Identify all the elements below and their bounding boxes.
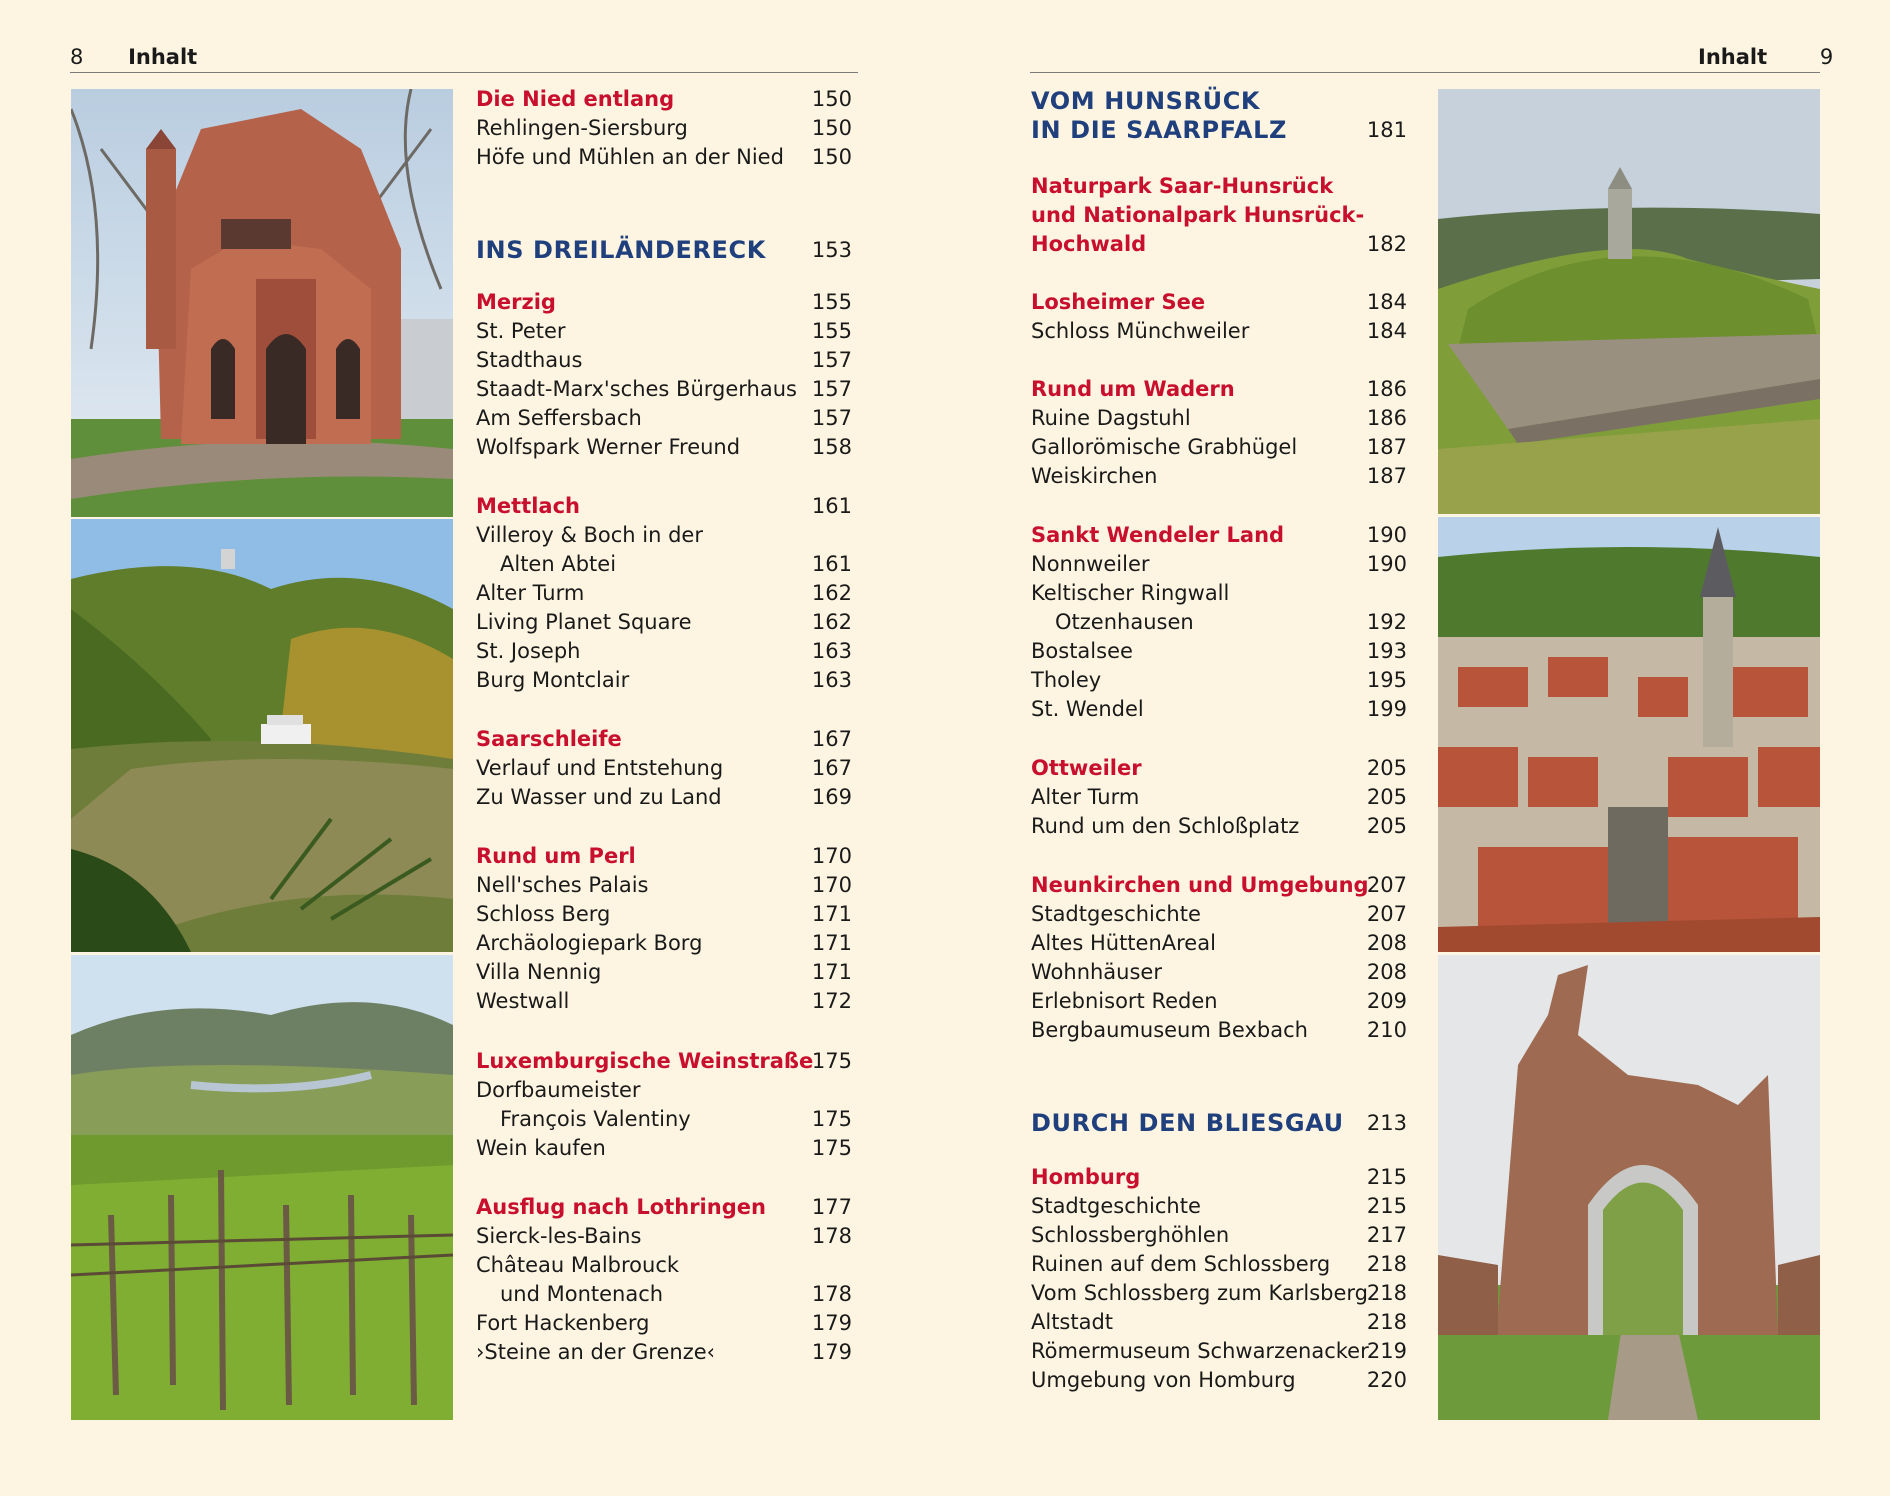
toc-entry[interactable] xyxy=(476,608,852,637)
ruined-abbey-photo xyxy=(1438,955,1820,1420)
toc-entry[interactable] xyxy=(476,987,852,1016)
toc-entry[interactable] xyxy=(476,842,852,871)
toc-entry-title: Westwall xyxy=(476,989,570,1013)
toc-entry[interactable] xyxy=(1031,783,1407,812)
toc-entry[interactable] xyxy=(476,871,852,900)
toc-entry-page: 169 xyxy=(811,785,852,809)
toc-entry-page: 220 xyxy=(1366,1368,1407,1392)
toc-entry[interactable] xyxy=(1031,288,1407,317)
toc-entry-page: 150 xyxy=(811,145,852,169)
toc-entry-title: Villeroy & Boch in der xyxy=(476,523,703,547)
toc-entry[interactable] xyxy=(476,1309,852,1338)
toc-entry-page: 205 xyxy=(1366,814,1407,838)
burial-mound-photo xyxy=(1438,89,1820,514)
toc-entry-page: 205 xyxy=(1366,756,1407,780)
vineyard-valley-photo xyxy=(71,955,453,1420)
toc-entry-page: 155 xyxy=(811,290,852,314)
toc-entry-title: Saarschleife xyxy=(476,727,622,751)
right-page-header xyxy=(1698,44,1833,70)
toc-entry-page: 218 xyxy=(1366,1310,1407,1334)
toc-entry-title: Altstadt xyxy=(1031,1310,1114,1334)
toc-entry-title: und Nationalpark Hunsrück- xyxy=(1031,203,1365,227)
toc-entry[interactable] xyxy=(1031,550,1407,579)
toc-entry[interactable] xyxy=(1031,958,1407,987)
toc-entry-title: Wolfspark Werner Freund xyxy=(476,435,741,459)
toc-entry-title: Schlossberghöhlen xyxy=(1031,1223,1230,1247)
toc-entry-title: Ausflug nach Lothringen xyxy=(476,1195,766,1219)
toc-entry[interactable] xyxy=(476,637,852,666)
toc-entry[interactable] xyxy=(1031,754,1407,783)
toc-entry[interactable] xyxy=(476,143,852,172)
toc-entry-page: 192 xyxy=(1366,610,1407,634)
toc-entry-page: 219 xyxy=(1366,1339,1407,1363)
toc-entry-page: 184 xyxy=(1366,290,1407,314)
toc-entry[interactable] xyxy=(1031,462,1407,491)
toc-entry-page: 218 xyxy=(1366,1252,1407,1276)
toc-entry-title: Rund um Wadern xyxy=(1031,377,1235,401)
toc-entry[interactable] xyxy=(1031,521,1407,550)
toc-entry-page: 171 xyxy=(811,931,852,955)
toc-entry[interactable] xyxy=(1031,637,1407,666)
toc-entry-page: 178 xyxy=(811,1282,852,1306)
toc-entry[interactable] xyxy=(1031,404,1407,433)
toc-entry-title: Am Seffersbach xyxy=(476,406,642,430)
toc-entry-page: 167 xyxy=(811,727,852,751)
toc-entry-title: François Valentiny xyxy=(500,1107,691,1131)
toc-entry-page: 171 xyxy=(811,960,852,984)
toc-chapter-page: 213 xyxy=(1366,1111,1407,1135)
toc-chapter-title: VOM HUNSRÜCK xyxy=(1031,87,1261,115)
right-header-label: Inhalt xyxy=(1698,45,1768,69)
toc-entry-title: Otzenhausen xyxy=(1055,610,1194,634)
toc-entry-page: 209 xyxy=(1366,989,1407,1013)
toc-entry[interactable] xyxy=(1031,1221,1407,1250)
toc-entry[interactable] xyxy=(1031,1250,1407,1279)
toc-entry[interactable] xyxy=(476,1193,852,1222)
toc-entry-page: 199 xyxy=(1366,697,1407,721)
toc-entry-page: 187 xyxy=(1366,435,1407,459)
left-header-label: Inhalt xyxy=(128,45,198,69)
toc-entry-title: Homburg xyxy=(1031,1165,1141,1189)
toc-entry[interactable] xyxy=(1031,900,1407,929)
toc-chapter-title: IN DIE SAARPFALZ xyxy=(1031,116,1287,144)
toc-entry[interactable] xyxy=(1031,1308,1407,1337)
toc-entry-title: St. Joseph xyxy=(476,639,581,663)
toc-chapter-page: 153 xyxy=(811,238,852,262)
toc-entry[interactable] xyxy=(476,1105,852,1134)
toc-entry-page: 163 xyxy=(811,639,852,663)
toc-entry-page: 170 xyxy=(811,873,852,897)
toc-entry-page: 179 xyxy=(811,1340,852,1364)
toc-entry-page: 178 xyxy=(811,1224,852,1248)
toc-entry-page: 167 xyxy=(811,756,852,780)
toc-entry-title: Alter Turm xyxy=(1031,785,1140,809)
toc-entry-page: 195 xyxy=(1366,668,1407,692)
toc-entry[interactable] xyxy=(1031,1337,1407,1366)
toc-entry-title: St. Peter xyxy=(476,319,566,343)
toc-entry-title: Keltischer Ringwall xyxy=(1031,581,1230,605)
toc-entry-page: 163 xyxy=(811,668,852,692)
toc-entry[interactable] xyxy=(476,725,852,754)
toc-entry[interactable] xyxy=(1031,230,1407,259)
toc-entry-page: 175 xyxy=(811,1107,852,1131)
toc-chapter[interactable] xyxy=(1031,116,1407,145)
toc-entry-title: Ruine Dagstuhl xyxy=(1031,406,1191,430)
toc-entry-title: Verlauf und Entstehung xyxy=(476,756,724,780)
toc-entry-title: Bergbaumuseum Bexbach xyxy=(1031,1018,1308,1042)
toc-entry[interactable] xyxy=(1031,1366,1407,1395)
toc-entry[interactable] xyxy=(476,1338,852,1367)
toc-entry-title: Schloss Berg xyxy=(476,902,611,926)
toc-entry[interactable] xyxy=(476,900,852,929)
toc-entry-title: Sierck-les-Bains xyxy=(476,1224,642,1248)
toc-entry-page: 161 xyxy=(811,494,852,518)
toc-entry[interactable] xyxy=(1031,201,1407,230)
toc-entry[interactable] xyxy=(1031,433,1407,462)
toc-entry[interactable] xyxy=(1031,929,1407,958)
toc-entry-page: 150 xyxy=(811,87,852,111)
toc-entry[interactable] xyxy=(1031,375,1407,404)
toc-entry-page: 208 xyxy=(1366,960,1407,984)
toc-entry-page: 184 xyxy=(1366,319,1407,343)
toc-entry-title: Rund um Perl xyxy=(476,844,636,868)
toc-entry-page: 186 xyxy=(1366,377,1407,401)
toc-entry-title: Château Malbrouck xyxy=(476,1253,680,1277)
toc-entry-title: Mettlach xyxy=(476,494,580,518)
toc-entry-page: 157 xyxy=(811,377,852,401)
left-header-rule xyxy=(70,72,858,73)
toc-entry-title: Burg Montclair xyxy=(476,668,630,692)
toc-entry[interactable] xyxy=(476,1047,852,1076)
toc-chapter-title: DURCH DEN BLIESGAU xyxy=(1031,1109,1344,1137)
toc-entry-title: Hochwald xyxy=(1031,232,1147,256)
toc-entry[interactable] xyxy=(476,1134,852,1163)
toc-entry-page: 182 xyxy=(1366,232,1407,256)
toc-entry[interactable] xyxy=(1031,666,1407,695)
toc-entry-title: Merzig xyxy=(476,290,556,314)
toc-entry-title: Schloss Münchweiler xyxy=(1031,319,1250,343)
toc-entry[interactable] xyxy=(476,958,852,987)
toc-entry-title: Wohnhäuser xyxy=(1031,960,1162,984)
toc-entry[interactable] xyxy=(476,317,852,346)
toc-entry-page: 175 xyxy=(811,1136,852,1160)
toc-entry-title: Nonnweiler xyxy=(1031,552,1150,576)
toc-entry-page: 157 xyxy=(811,348,852,372)
left-page-header xyxy=(70,44,197,70)
toc-entry-title: Luxemburgische Weinstraße xyxy=(476,1049,814,1073)
toc-entry-page: 187 xyxy=(1366,464,1407,488)
toc-entry-title: Römermuseum Schwarzenacker xyxy=(1031,1339,1369,1363)
toc-entry-page: 162 xyxy=(811,610,852,634)
toc-entry[interactable] xyxy=(1031,987,1407,1016)
toc-entry-page: 172 xyxy=(811,989,852,1013)
toc-entry[interactable] xyxy=(476,666,852,695)
toc-entry-title: Losheimer See xyxy=(1031,290,1206,314)
toc-entry-title: Staadt-Marx'sches Bürgerhaus xyxy=(476,377,797,401)
toc-entry[interactable] xyxy=(476,754,852,783)
toc-entry-title: Dorfbaumeister xyxy=(476,1078,641,1102)
right-header-rule xyxy=(1030,72,1820,73)
toc-entry-page: 155 xyxy=(811,319,852,343)
toc-entry-page: 157 xyxy=(811,406,852,430)
toc-entry-title: Ruinen auf dem Schlossberg xyxy=(1031,1252,1331,1276)
toc-entry[interactable] xyxy=(476,375,852,404)
toc-entry-title: Erlebnisort Reden xyxy=(1031,989,1218,1013)
toc-entry[interactable] xyxy=(476,579,852,608)
left-page-number: 8 xyxy=(70,45,84,69)
toc-entry-title: Alten Abtei xyxy=(500,552,617,576)
toc-entry[interactable] xyxy=(476,433,852,462)
toc-entry-page: 190 xyxy=(1366,523,1407,547)
toc-chapter-title: INS DREILÄNDERECK xyxy=(476,236,766,264)
toc-entry-title: Alter Turm xyxy=(476,581,585,605)
toc-entry[interactable] xyxy=(476,114,852,143)
toc-entry-page: 161 xyxy=(811,552,852,576)
toc-entry-title: Höfe und Mühlen an der Nied xyxy=(476,145,784,169)
toc-entry-title: Die Nied entlang xyxy=(476,87,675,111)
toc-entry-page: 193 xyxy=(1366,639,1407,663)
toc-entry[interactable] xyxy=(476,1251,852,1280)
toc-entry-title: Altes HüttenAreal xyxy=(1031,931,1216,955)
toc-entry[interactable] xyxy=(1031,1016,1407,1045)
toc-entry-title: Stadtgeschichte xyxy=(1031,1194,1201,1218)
toc-entry[interactable] xyxy=(476,783,852,812)
toc-entry-page: 171 xyxy=(811,902,852,926)
toc-entry[interactable] xyxy=(1031,579,1407,608)
toc-chapter-page: 181 xyxy=(1366,118,1407,142)
toc-entry-title: Archäologiepark Borg xyxy=(476,931,703,955)
toc-entry-title: Gallorömische Grabhügel xyxy=(1031,435,1298,459)
toc-entry-title: Bostalsee xyxy=(1031,639,1133,663)
toc-entry[interactable] xyxy=(1031,608,1407,637)
toc-entry-page: 162 xyxy=(811,581,852,605)
town-aerial-photo xyxy=(1438,517,1820,952)
toc-entry[interactable] xyxy=(1031,1279,1407,1308)
toc-entry-title: Fort Hackenberg xyxy=(476,1311,650,1335)
toc-entry[interactable] xyxy=(476,521,852,550)
toc-entry-page: 218 xyxy=(1366,1281,1407,1305)
toc-entry[interactable] xyxy=(1031,317,1407,346)
toc-entry-title: Weiskirchen xyxy=(1031,464,1158,488)
toc-entry-page: 208 xyxy=(1366,931,1407,955)
toc-entry[interactable] xyxy=(476,346,852,375)
toc-entry[interactable] xyxy=(476,929,852,958)
toc-entry-title: Rund um den Schloßplatz xyxy=(1031,814,1300,838)
toc-entry[interactable] xyxy=(1031,1163,1407,1192)
toc-entry-title: Villa Nennig xyxy=(476,960,602,984)
toc-entry-page: 186 xyxy=(1366,406,1407,430)
toc-entry[interactable] xyxy=(476,492,852,521)
toc-entry-title: Wein kaufen xyxy=(476,1136,606,1160)
toc-entry-page: 170 xyxy=(811,844,852,868)
toc-entry-title: und Montenach xyxy=(500,1282,664,1306)
toc-entry-page: 177 xyxy=(811,1195,852,1219)
right-table-of-contents xyxy=(1031,85,1407,1392)
toc-entry-page: 207 xyxy=(1366,902,1407,926)
toc-chapter[interactable] xyxy=(1031,87,1407,116)
toc-chapter[interactable] xyxy=(476,236,852,265)
toc-entry-page: 150 xyxy=(811,116,852,140)
river-valley-photo xyxy=(71,519,453,952)
toc-entry[interactable] xyxy=(476,404,852,433)
toc-entry-page: 175 xyxy=(811,1049,852,1073)
toc-entry-title: Vom Schlossberg zum Karlsberg xyxy=(1031,1281,1368,1305)
toc-entry[interactable] xyxy=(1031,172,1407,201)
toc-entry[interactable] xyxy=(476,1076,852,1105)
octagonal-chapel-photo xyxy=(71,89,453,517)
toc-entry[interactable] xyxy=(1031,812,1407,841)
toc-entry[interactable] xyxy=(1031,695,1407,724)
toc-entry[interactable] xyxy=(476,1222,852,1251)
toc-entry-title: Ottweiler xyxy=(1031,756,1142,780)
toc-entry[interactable] xyxy=(1031,1192,1407,1221)
toc-entry-page: 210 xyxy=(1366,1018,1407,1042)
toc-entry[interactable] xyxy=(476,1280,852,1309)
toc-entry-page: 215 xyxy=(1366,1165,1407,1189)
toc-entry-page: 179 xyxy=(811,1311,852,1335)
toc-entry-title: Umgebung von Homburg xyxy=(1031,1368,1296,1392)
toc-entry-title: Neunkirchen und Umgebung xyxy=(1031,873,1369,897)
toc-entry-page: 158 xyxy=(811,435,852,459)
toc-entry-title: ›Steine an der Grenze‹ xyxy=(476,1340,716,1364)
right-page-number: 9 xyxy=(1819,45,1834,69)
toc-entry-title: St. Wendel xyxy=(1031,697,1144,721)
toc-entry-page: 215 xyxy=(1366,1194,1407,1218)
toc-entry-page: 217 xyxy=(1366,1223,1407,1247)
toc-entry-title: Rehlingen-Siersburg xyxy=(476,116,688,140)
toc-entry-page: 190 xyxy=(1366,552,1407,576)
left-table-of-contents xyxy=(476,85,852,1385)
toc-entry-page: 205 xyxy=(1366,785,1407,809)
toc-entry-title: Living Planet Square xyxy=(476,610,692,634)
toc-entry[interactable] xyxy=(1031,871,1407,900)
toc-entry[interactable] xyxy=(476,85,852,114)
toc-entry-title: Stadthaus xyxy=(476,348,583,372)
toc-entry-title: Zu Wasser und zu Land xyxy=(476,785,722,809)
toc-entry-title: Naturpark Saar-Hunsrück xyxy=(1031,174,1334,198)
toc-chapter[interactable] xyxy=(1031,1109,1407,1138)
toc-entry-title: Tholey xyxy=(1031,668,1102,692)
toc-entry[interactable] xyxy=(476,288,852,317)
toc-entry-title: Stadtgeschichte xyxy=(1031,902,1201,926)
toc-entry-page: 207 xyxy=(1366,873,1407,897)
toc-entry[interactable] xyxy=(476,550,852,579)
toc-entry-title: Sankt Wendeler Land xyxy=(1031,523,1285,547)
toc-entry-title: Nell'sches Palais xyxy=(476,873,649,897)
